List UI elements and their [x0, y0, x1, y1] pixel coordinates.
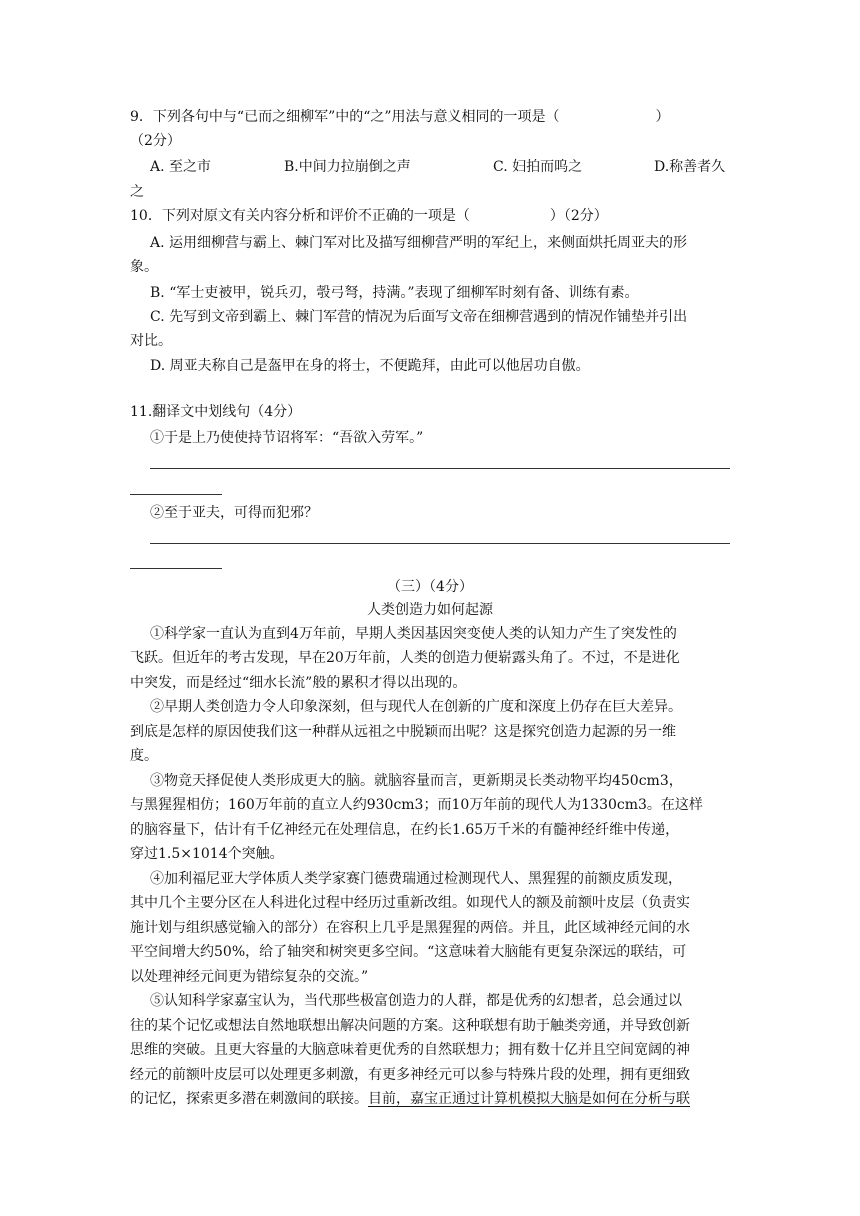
q11-sentence-2: ②至于亚夫，可得而犯邪？ [150, 505, 318, 521]
answer-line[interactable] [150, 543, 730, 544]
paragraph-line: ⑤认知科学家嘉宝认为，当代那些极富创造力的人群，都是优秀的幻想者，总会通过以 [150, 993, 682, 1009]
paragraph-line: ①科学家一直认为直到4万年前，早期人类因基因突变使人类的认知力产生了突发性的 [150, 626, 677, 642]
underlined-sentence: 目前，嘉宝正通过计算机模拟大脑是如何在分析与联 [368, 1091, 690, 1107]
paragraph-line: 穿过1.5×1014个突触。 [130, 846, 284, 862]
paragraph-line: 其中几个主要分区在人科进化过程中经历过重新改组。如现代人的额及前额叶皮层（负责实 [130, 895, 690, 911]
paragraph-line: ②早期人类创造力令人印象深刻，但与现代人在创新的广度和深度上仍存在巨大差异。 [150, 699, 682, 715]
q10-option-c: C. 先写到文帝到霸上、棘门军营的情况为后面写文帝在细柳营遇到的情况作铺垫并引出 [150, 309, 688, 325]
q10-option-b: B. “军士吏被甲，锐兵刃，彀弓弩，持满。”表现了细柳军时刻有备、训练有素。 [150, 285, 639, 301]
q9-option-c: C. 妇拍而呜之 [493, 159, 583, 175]
q11-stem: 11.翻译文中划线句（4分） [130, 404, 302, 420]
q9-score: （2分） [130, 133, 181, 149]
paragraph-line [130, 1089, 690, 1109]
paragraph-line: 度。 [130, 748, 158, 764]
q10-option-c-cont: 对比。 [130, 333, 172, 349]
paragraph-line: 以处理神经元间更为错综复杂的交流。” [130, 969, 369, 985]
q10-option-d: D. 周亚夫称自己是盔甲在身的将士，不便跪拜，由此可以他居功自傲。 [150, 358, 590, 374]
paragraph-line: 施计划与组织感觉输入的部分）在容积上几乎是黑猩猩的两倍。并且，此区域神经元间的水 [130, 920, 690, 936]
paragraph-line: 往的某个记忆或想法自然地联想出解决问题的方案。这种联想有助于触类旁通，并导致创新 [130, 1018, 690, 1034]
paragraph-line: 到底是怎样的原因使我们这一种群从远祖之中脱颖而出呢？这是探究创造力起源的另一维 [130, 724, 676, 740]
paragraph-line: ③物竞天择促使人类形成更大的脑。就脑容量而言，更新期灵长类动物平均450cm3， [150, 773, 683, 789]
q9-options [130, 157, 730, 177]
paragraph-line: 思维的突破。且更大容量的大脑意味着更优秀的自然联想力；拥有数十亿并且空间宽阔的神 [130, 1042, 690, 1058]
paragraph-line: 平空间增大约50%，给了轴突和树突更多空间。“这意味着大脑能有更复杂深远的联结，可 [130, 944, 687, 960]
q9-option-b: B.中间力拉崩倒之声 [284, 159, 411, 175]
paragraph-line: 飞跃。但近年的考古发现，早在20万年前，人类的创造力便崭露头角了。不过，不是进化 [130, 650, 680, 666]
article-title: 人类创造力如何起源 [367, 602, 493, 618]
q10-stem: 10．下列对原文有关内容分析和评价不正确的一项是（ ）（2分） [130, 208, 608, 224]
q11-sentence-1: ①于是上乃使使持节诏将军：“吾欲入劳军。” [150, 430, 424, 446]
q9-option-d: D.称善者久 [654, 159, 726, 175]
q9-option-d-tail: 之 [130, 184, 144, 200]
answer-line[interactable] [150, 468, 730, 469]
section-heading: （三）（4分） [387, 579, 473, 595]
q10-option-a-cont: 象。 [130, 259, 158, 275]
paragraph-line: 与黑猩猩相仿；160万年前的直立人约930cm3；而10万年前的现代人为1330cm3。在这样 [130, 797, 703, 813]
answer-line-end[interactable] [130, 494, 222, 495]
q9-option-a: A. 至之市 [150, 159, 212, 175]
paragraph-text: 的记忆，探索更多潜在刺激间的联接。 [130, 1091, 368, 1107]
answer-line-end[interactable] [130, 568, 222, 569]
paragraph-line: 的脑容量下，估计有千亿神经元在处理信息，在约长1.65万千米的有髓神经纤维中传递， [130, 822, 680, 838]
paragraph-line: ④加利福尼亚大学体质人类学家赛门德费瑞通过检测现代人、黑猩猩的前额皮质发现， [150, 871, 682, 887]
paragraph-line: 经元的前额叶皮层可以处理更多刺激，有更多神经元可以参与特殊片段的处理，拥有更细致 [130, 1067, 690, 1083]
q10-option-a: A. 运用细柳营与霸上、棘门军对比及描写细柳营严明的军纪上，来侧面烘托周亚夫的形 [150, 235, 688, 251]
paragraph-line: 中突发，而是经过“细水长流”般的累积才得以出现的。 [130, 675, 467, 691]
q9-stem: 9．下列各句中与“已而之细柳军”中的“之”用法与意义相同的一项是（ ） [130, 109, 670, 125]
